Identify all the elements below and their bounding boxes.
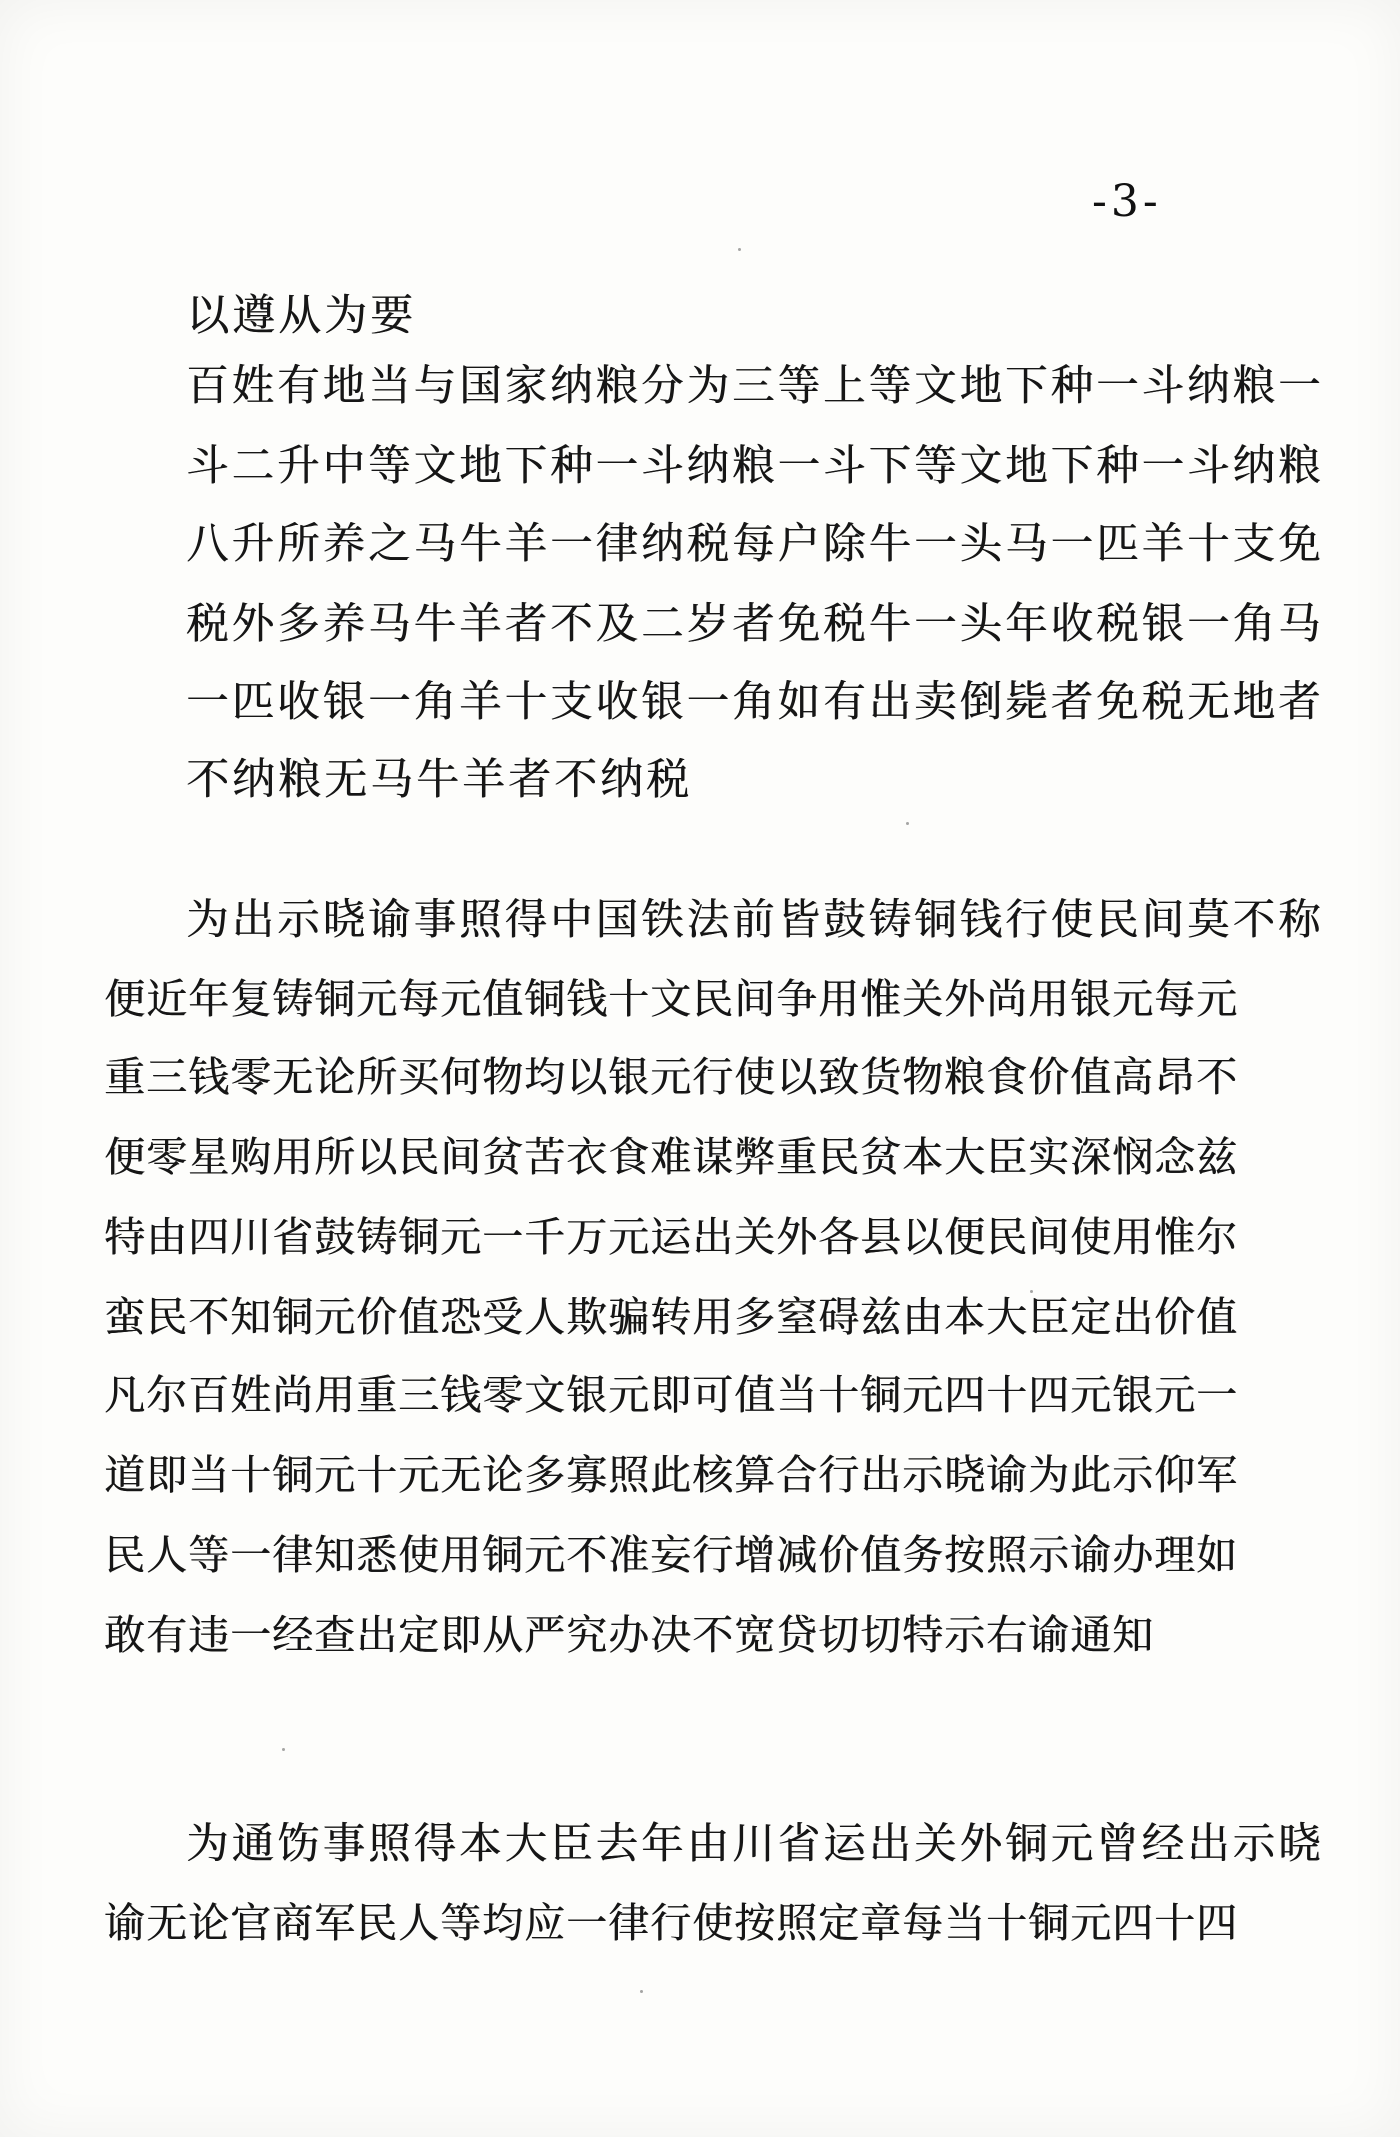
page-number: -3- [1092, 176, 1162, 227]
text-line: 便近年复铸铜元每元值铜钱十文民间争用惟关外尚用银元每元 [104, 975, 1238, 1023]
text-line: 谕无论官商军民人等均应一律行使按照定章每当十铜元四十四 [104, 1899, 1238, 1947]
text-line: 以遵从为要 [186, 291, 416, 341]
text-line: 蛮民不知铜元价值恐受人欺骗转用多窒碍兹由本大臣定出价值 [104, 1293, 1238, 1341]
text-line: 斗二升中等文地下种一斗纳粮一斗下等文地下种一斗纳粮 [186, 442, 1324, 491]
text-line: 民人等一律知悉使用铜元不准妄行增减价值务按照示谕办理如 [104, 1531, 1238, 1579]
scan-speck [640, 1990, 643, 1993]
text-line: 为通饬事照得本大臣去年由川省运出关外铜元曾经出示晓 [186, 1820, 1324, 1869]
text-line: 敢有违一经查出定即从严究办决不宽贷切切特示右谕通知 [104, 1611, 1154, 1659]
scan-speck [282, 1748, 285, 1751]
scan-speck [906, 822, 909, 825]
text-line: 不纳粮无马牛羊者不纳税 [186, 755, 692, 805]
text-line: 一匹收银一角羊十支收银一角如有出卖倒毙者免税无地者 [186, 678, 1324, 727]
text-line: 百姓有地当与国家纳粮分为三等上等文地下种一斗纳粮一 [186, 362, 1324, 411]
text-line: 道即当十铜元十元无论多寡照此核算合行出示晓谕为此示仰军 [104, 1451, 1238, 1499]
text-line: 凡尔百姓尚用重三钱零文银元即可值当十铜元四十四元银元一 [104, 1371, 1238, 1419]
text-line: 税外多养马牛羊者不及二岁者免税牛一头年收税银一角马 [186, 600, 1324, 649]
text-line: 八升所养之马牛羊一律纳税每户除牛一头马一匹羊十支免 [186, 520, 1324, 569]
text-line: 为出示晓谕事照得中国铁法前皆鼓铸铜钱行使民间莫不称 [186, 896, 1324, 945]
scan-speck [1030, 1290, 1033, 1293]
text-line: 便零星购用所以民间贫苦衣食难谋弊重民贫本大臣实深悯念兹 [104, 1133, 1238, 1181]
scan-speck [738, 248, 741, 251]
text-line: 特由四川省鼓铸铜元一千万元运出关外各县以便民间使用惟尔 [104, 1213, 1238, 1261]
text-line: 重三钱零无论所买何物均以银元行使以致货物粮食价值高昂不 [104, 1053, 1238, 1101]
